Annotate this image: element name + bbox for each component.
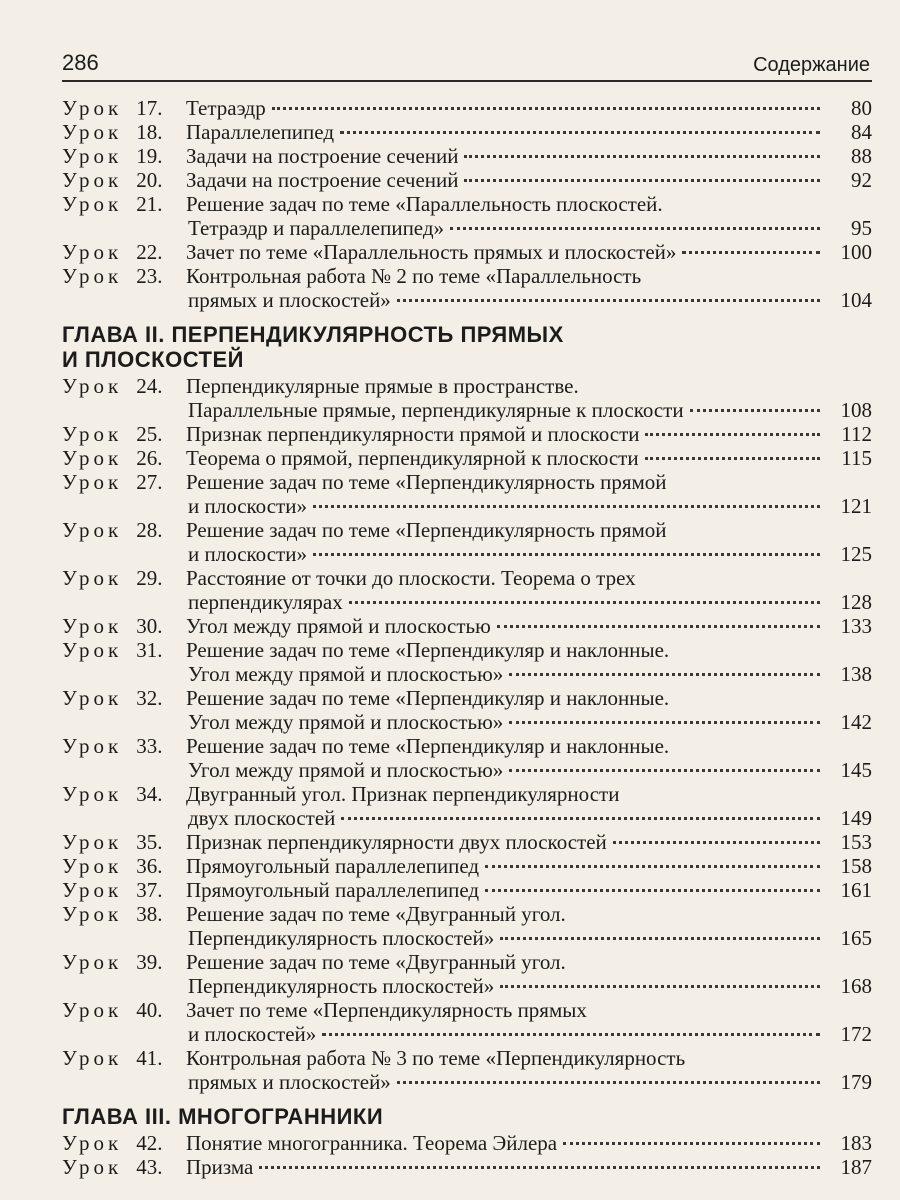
lesson-label <box>62 422 186 446</box>
entry-last-line <box>186 96 872 120</box>
entry-title-line: Решение задач по теме «Перпендикулярность прямой <box>186 518 667 542</box>
page-ref: 172 <box>840 1022 872 1046</box>
lesson-word: Урок <box>62 998 123 1022</box>
dot-leader <box>322 1033 820 1036</box>
toc-entry[interactable] <box>62 264 872 312</box>
lesson-word: Урок <box>62 566 123 590</box>
lesson-word: Урок <box>62 854 123 878</box>
chapter-heading <box>62 1104 872 1129</box>
entry-title-line: Перпендикулярность плоскостей» <box>188 974 495 998</box>
dot-leader <box>349 601 820 604</box>
page-ref: 84 <box>851 120 872 144</box>
entry-last-line <box>186 144 872 168</box>
page-ref: 92 <box>851 168 872 192</box>
entry-title-line: Решение задач по теме «Перпендикулярность прямой <box>186 470 667 494</box>
chapter-heading-line: ГЛАВА II. ПЕРПЕНДИКУЛЯРНОСТЬ ПРЯМЫХ <box>62 322 564 347</box>
lesson-label <box>62 192 186 240</box>
entry-title-line: Понятие многогранника. Теорема Эйлера <box>186 1131 558 1155</box>
lesson-word: Урок <box>62 686 123 710</box>
entry-last-line <box>186 806 872 830</box>
dot-leader <box>450 227 820 230</box>
page-ref: 153 <box>840 830 872 854</box>
lesson-number: 42. <box>136 1131 163 1155</box>
entry-title-line: Решение задач по теме «Параллельность плоскостей. <box>186 192 663 216</box>
lesson-label <box>62 264 186 312</box>
page-ref: 165 <box>840 926 872 950</box>
entry-last-line <box>186 120 872 144</box>
entry-title-line: Признак перпендикулярности прямой и плоскости <box>186 422 640 446</box>
lesson-label <box>62 614 186 638</box>
entry-last-line <box>186 830 872 854</box>
lesson-word: Урок <box>62 830 123 854</box>
lesson-word: Урок <box>62 470 123 494</box>
entry-title-line: Параллельные прямые, перпендикулярные к плоскости <box>188 398 684 422</box>
page-ref: 100 <box>840 240 872 264</box>
toc-entry[interactable] <box>62 734 872 782</box>
page-number: 286 <box>62 50 99 75</box>
toc-entry[interactable] <box>62 686 872 734</box>
dot-leader <box>259 1166 820 1169</box>
entry-title-line: Задачи на построение сечений <box>186 168 459 192</box>
lesson-number: 39. <box>136 950 163 974</box>
toc-entry[interactable] <box>62 1046 872 1094</box>
entry-last-line <box>186 288 872 312</box>
page-ref: 161 <box>840 878 872 902</box>
lesson-label <box>62 566 186 614</box>
lesson-word: Урок <box>62 878 123 902</box>
lesson-number: 29. <box>136 566 163 590</box>
entry-title-line: двух плоскостей <box>188 806 336 830</box>
entry-last-line <box>186 1022 872 1046</box>
entry-title-line: Прямоугольный параллелепипед <box>186 854 480 878</box>
lesson-number: 35. <box>136 830 163 854</box>
lesson-number: 18. <box>136 120 163 144</box>
toc-entry[interactable] <box>62 96 872 120</box>
entry-title-line: прямых и плоскостей» <box>188 288 391 312</box>
dot-leader <box>464 179 820 182</box>
entry-title-line: Признак перпендикулярности двух плоскостей <box>186 830 607 854</box>
lesson-number: 23. <box>136 264 163 288</box>
page-ref: 121 <box>840 494 872 518</box>
page-ref: 168 <box>840 974 872 998</box>
entry-title-line: Решение задач по теме «Двугранный угол. <box>186 950 566 974</box>
dot-leader <box>500 985 820 988</box>
page-ref: 183 <box>840 1131 872 1155</box>
entry-title-line: перпендикулярах <box>188 590 343 614</box>
toc-entry[interactable] <box>62 614 872 638</box>
entry-title-line: Решение задач по теме «Перпендикуляр и наклонные. <box>186 638 670 662</box>
lesson-number: 20. <box>136 168 163 192</box>
toc-entry[interactable] <box>62 446 872 470</box>
lesson-word: Урок <box>62 950 123 974</box>
toc-entry[interactable] <box>62 374 872 422</box>
lesson-word: Урок <box>62 168 123 192</box>
toc-entry[interactable] <box>62 240 872 264</box>
page-ref: 108 <box>840 398 872 422</box>
lesson-word: Урок <box>62 120 123 144</box>
page-ref: 138 <box>840 662 872 686</box>
lesson-label <box>62 144 186 168</box>
lesson-word: Урок <box>62 614 123 638</box>
dot-leader <box>645 433 820 436</box>
lesson-label <box>62 518 186 566</box>
lesson-label <box>62 950 186 998</box>
lesson-number: 32. <box>136 686 163 710</box>
lesson-label <box>62 638 186 686</box>
lesson-number: 33. <box>136 734 163 758</box>
toc-entry[interactable] <box>62 566 872 614</box>
lesson-number: 36. <box>136 854 163 878</box>
entry-last-line <box>186 614 872 638</box>
toc-entry[interactable] <box>62 470 872 518</box>
lesson-number: 17. <box>136 96 163 120</box>
toc-entry[interactable] <box>62 854 872 878</box>
lesson-word: Урок <box>62 446 123 470</box>
page-ref: 142 <box>840 710 872 734</box>
entry-title-line: прямых и плоскостей» <box>188 1070 391 1094</box>
lesson-label <box>62 96 186 120</box>
lesson-word: Урок <box>62 374 123 398</box>
page-ref: 104 <box>840 288 872 312</box>
lesson-word: Урок <box>62 144 123 168</box>
lesson-number: 31. <box>136 638 163 662</box>
lesson-word: Урок <box>62 422 123 446</box>
dot-leader <box>464 155 820 158</box>
lesson-word: Урок <box>62 902 123 926</box>
lesson-label <box>62 1131 186 1155</box>
running-header <box>62 48 872 82</box>
lesson-word: Урок <box>62 638 123 662</box>
toc-entry[interactable] <box>62 782 872 830</box>
toc-entry[interactable] <box>62 1131 872 1155</box>
entry-last-line <box>186 710 872 734</box>
entry-title-line: Параллелепипед <box>186 120 335 144</box>
dot-leader <box>682 251 820 254</box>
entry-title-line: Угол между прямой и плоскостью <box>186 614 491 638</box>
lesson-number: 43. <box>136 1155 163 1179</box>
lesson-word: Урок <box>62 1046 123 1070</box>
lesson-label <box>62 240 186 264</box>
page-ref: 158 <box>840 854 872 878</box>
lesson-label <box>62 734 186 782</box>
toc-entry[interactable] <box>62 830 872 854</box>
running-title: Содержание <box>753 54 870 76</box>
lesson-label <box>62 830 186 854</box>
dot-leader <box>313 553 820 556</box>
lesson-number: 19. <box>136 144 163 168</box>
lesson-number: 22. <box>136 240 163 264</box>
entry-last-line <box>186 240 872 264</box>
entry-last-line <box>186 446 872 470</box>
entry-title-line: и плоскости» <box>188 494 307 518</box>
lesson-label <box>62 446 186 470</box>
lesson-word: Урок <box>62 192 123 216</box>
lesson-word: Урок <box>62 240 123 264</box>
entry-title-line: Тетраэдр и параллелепипед» <box>188 216 445 240</box>
lesson-label <box>62 686 186 734</box>
dot-leader <box>497 625 820 628</box>
dot-leader <box>397 299 820 302</box>
lesson-label <box>62 374 186 422</box>
toc-entry[interactable] <box>62 902 872 950</box>
entry-title-line: и плоскости» <box>188 542 307 566</box>
entry-last-line <box>186 878 872 902</box>
lesson-word: Урок <box>62 782 123 806</box>
dot-leader <box>645 457 820 460</box>
lesson-label <box>62 782 186 830</box>
lesson-number: 24. <box>136 374 163 398</box>
entry-last-line <box>186 398 872 422</box>
dot-leader <box>690 409 820 412</box>
entry-last-line <box>186 926 872 950</box>
lesson-word: Урок <box>62 518 123 542</box>
entry-last-line <box>186 590 872 614</box>
entry-last-line <box>186 854 872 878</box>
toc-entry[interactable] <box>62 998 872 1046</box>
entry-last-line <box>186 494 872 518</box>
toc-entry[interactable] <box>62 950 872 998</box>
lesson-label <box>62 1046 186 1094</box>
lesson-number: 41. <box>136 1046 163 1070</box>
lesson-number: 28. <box>136 518 163 542</box>
entry-title-line: Теорема о прямой, перпендикулярной к плоскости <box>186 446 639 470</box>
page-ref: 125 <box>840 542 872 566</box>
lesson-number: 40. <box>136 998 163 1022</box>
entry-title-line: Перпендикулярные прямые в пространстве. <box>186 374 579 398</box>
page-ref: 187 <box>840 1155 872 1179</box>
entry-title-line: Угол между прямой и плоскостью» <box>188 662 504 686</box>
entry-title-line: Задачи на построение сечений <box>186 144 459 168</box>
entry-title-line: Прямоугольный параллелепипед <box>186 878 480 902</box>
lesson-label <box>62 902 186 950</box>
entry-title-line: и плоскостей» <box>188 1022 317 1046</box>
toc-entry[interactable] <box>62 168 872 192</box>
entry-last-line <box>186 168 872 192</box>
chapter-heading-line: ГЛАВА III. МНОГОГРАННИКИ <box>62 1104 384 1129</box>
entry-title-line: Тетраэдр <box>186 96 266 120</box>
toc-entry[interactable] <box>62 518 872 566</box>
lesson-word: Урок <box>62 96 123 120</box>
lesson-word: Урок <box>62 264 123 288</box>
dot-leader <box>485 889 820 892</box>
dot-leader <box>272 107 820 110</box>
page-ref: 149 <box>840 806 872 830</box>
page-ref: 133 <box>840 614 872 638</box>
dot-leader <box>500 937 820 940</box>
entry-title-line: Расстояние от точки до плоскости. Теорема о трех <box>186 566 636 590</box>
lesson-label <box>62 470 186 518</box>
dot-leader <box>341 817 820 820</box>
entry-last-line <box>186 758 872 782</box>
lesson-label <box>62 1155 186 1179</box>
chapter-heading <box>62 322 872 372</box>
entry-title-line: Призма <box>186 1155 254 1179</box>
toc-entry[interactable] <box>62 192 872 240</box>
lesson-number: 38. <box>136 902 163 926</box>
lesson-label <box>62 120 186 144</box>
entry-title-line: Зачет по теме «Перпендикулярность прямых <box>186 998 587 1022</box>
entry-last-line <box>186 1070 872 1094</box>
lesson-number: 34. <box>136 782 163 806</box>
toc-entry[interactable] <box>62 1155 872 1179</box>
page-ref: 128 <box>840 590 872 614</box>
entry-title-line: Контрольная работа № 3 по теме «Перпендикулярность <box>186 1046 686 1070</box>
chapter-heading-line: И ПЛОСКОСТЕЙ <box>62 347 244 372</box>
entry-title-line: Перпендикулярность плоскостей» <box>188 926 495 950</box>
toc-entry[interactable] <box>62 120 872 144</box>
entry-last-line <box>186 542 872 566</box>
entry-title-line: Угол между прямой и плоскостью» <box>188 710 504 734</box>
lesson-word: Урок <box>62 734 123 758</box>
entry-last-line <box>186 422 872 446</box>
page-ref: 179 <box>840 1070 872 1094</box>
dot-leader <box>509 769 820 772</box>
lesson-word: Урок <box>62 1131 123 1155</box>
toc-entry[interactable] <box>62 638 872 686</box>
toc-entry[interactable] <box>62 144 872 168</box>
toc-entry[interactable] <box>62 878 872 902</box>
entry-title-line: Угол между прямой и плоскостью» <box>188 758 504 782</box>
lesson-number: 26. <box>136 446 163 470</box>
dot-leader <box>509 673 820 676</box>
entry-title-line: Контрольная работа № 2 по теме «Параллельность <box>186 264 642 288</box>
lesson-number: 27. <box>136 470 163 494</box>
lesson-number: 25. <box>136 422 163 446</box>
dot-leader <box>509 721 820 724</box>
entry-title-line: Решение задач по теме «Перпендикуляр и наклонные. <box>186 686 670 710</box>
dot-leader <box>313 505 820 508</box>
lesson-number: 30. <box>136 614 163 638</box>
entry-title-line: Зачет по теме «Параллельность прямых и плоскостей» <box>186 240 677 264</box>
page-ref: 95 <box>851 216 872 240</box>
lesson-number: 37. <box>136 878 163 902</box>
table-of-contents <box>62 96 872 1179</box>
lesson-label <box>62 878 186 902</box>
entry-title-line: Решение задач по теме «Перпендикуляр и наклонные. <box>186 734 670 758</box>
dot-leader <box>485 865 820 868</box>
dot-leader <box>397 1081 820 1084</box>
dot-leader <box>340 131 820 134</box>
page-ref: 88 <box>851 144 872 168</box>
entry-last-line <box>186 974 872 998</box>
lesson-label <box>62 998 186 1046</box>
dot-leader <box>563 1142 820 1145</box>
entry-last-line <box>186 662 872 686</box>
entry-last-line <box>186 216 872 240</box>
entry-title-line: Решение задач по теме «Двугранный угол. <box>186 902 566 926</box>
toc-entry[interactable] <box>62 422 872 446</box>
page-ref: 80 <box>851 96 872 120</box>
page-ref: 145 <box>840 758 872 782</box>
lesson-word: Урок <box>62 1155 123 1179</box>
lesson-label <box>62 854 186 878</box>
page-ref: 112 <box>841 422 872 446</box>
dot-leader <box>613 841 820 844</box>
entry-last-line <box>186 1155 872 1179</box>
lesson-number: 21. <box>136 192 163 216</box>
entry-title-line: Двугранный угол. Признак перпендикулярности <box>186 782 620 806</box>
lesson-label <box>62 168 186 192</box>
entry-last-line <box>186 1131 872 1155</box>
page-ref: 115 <box>841 446 872 470</box>
